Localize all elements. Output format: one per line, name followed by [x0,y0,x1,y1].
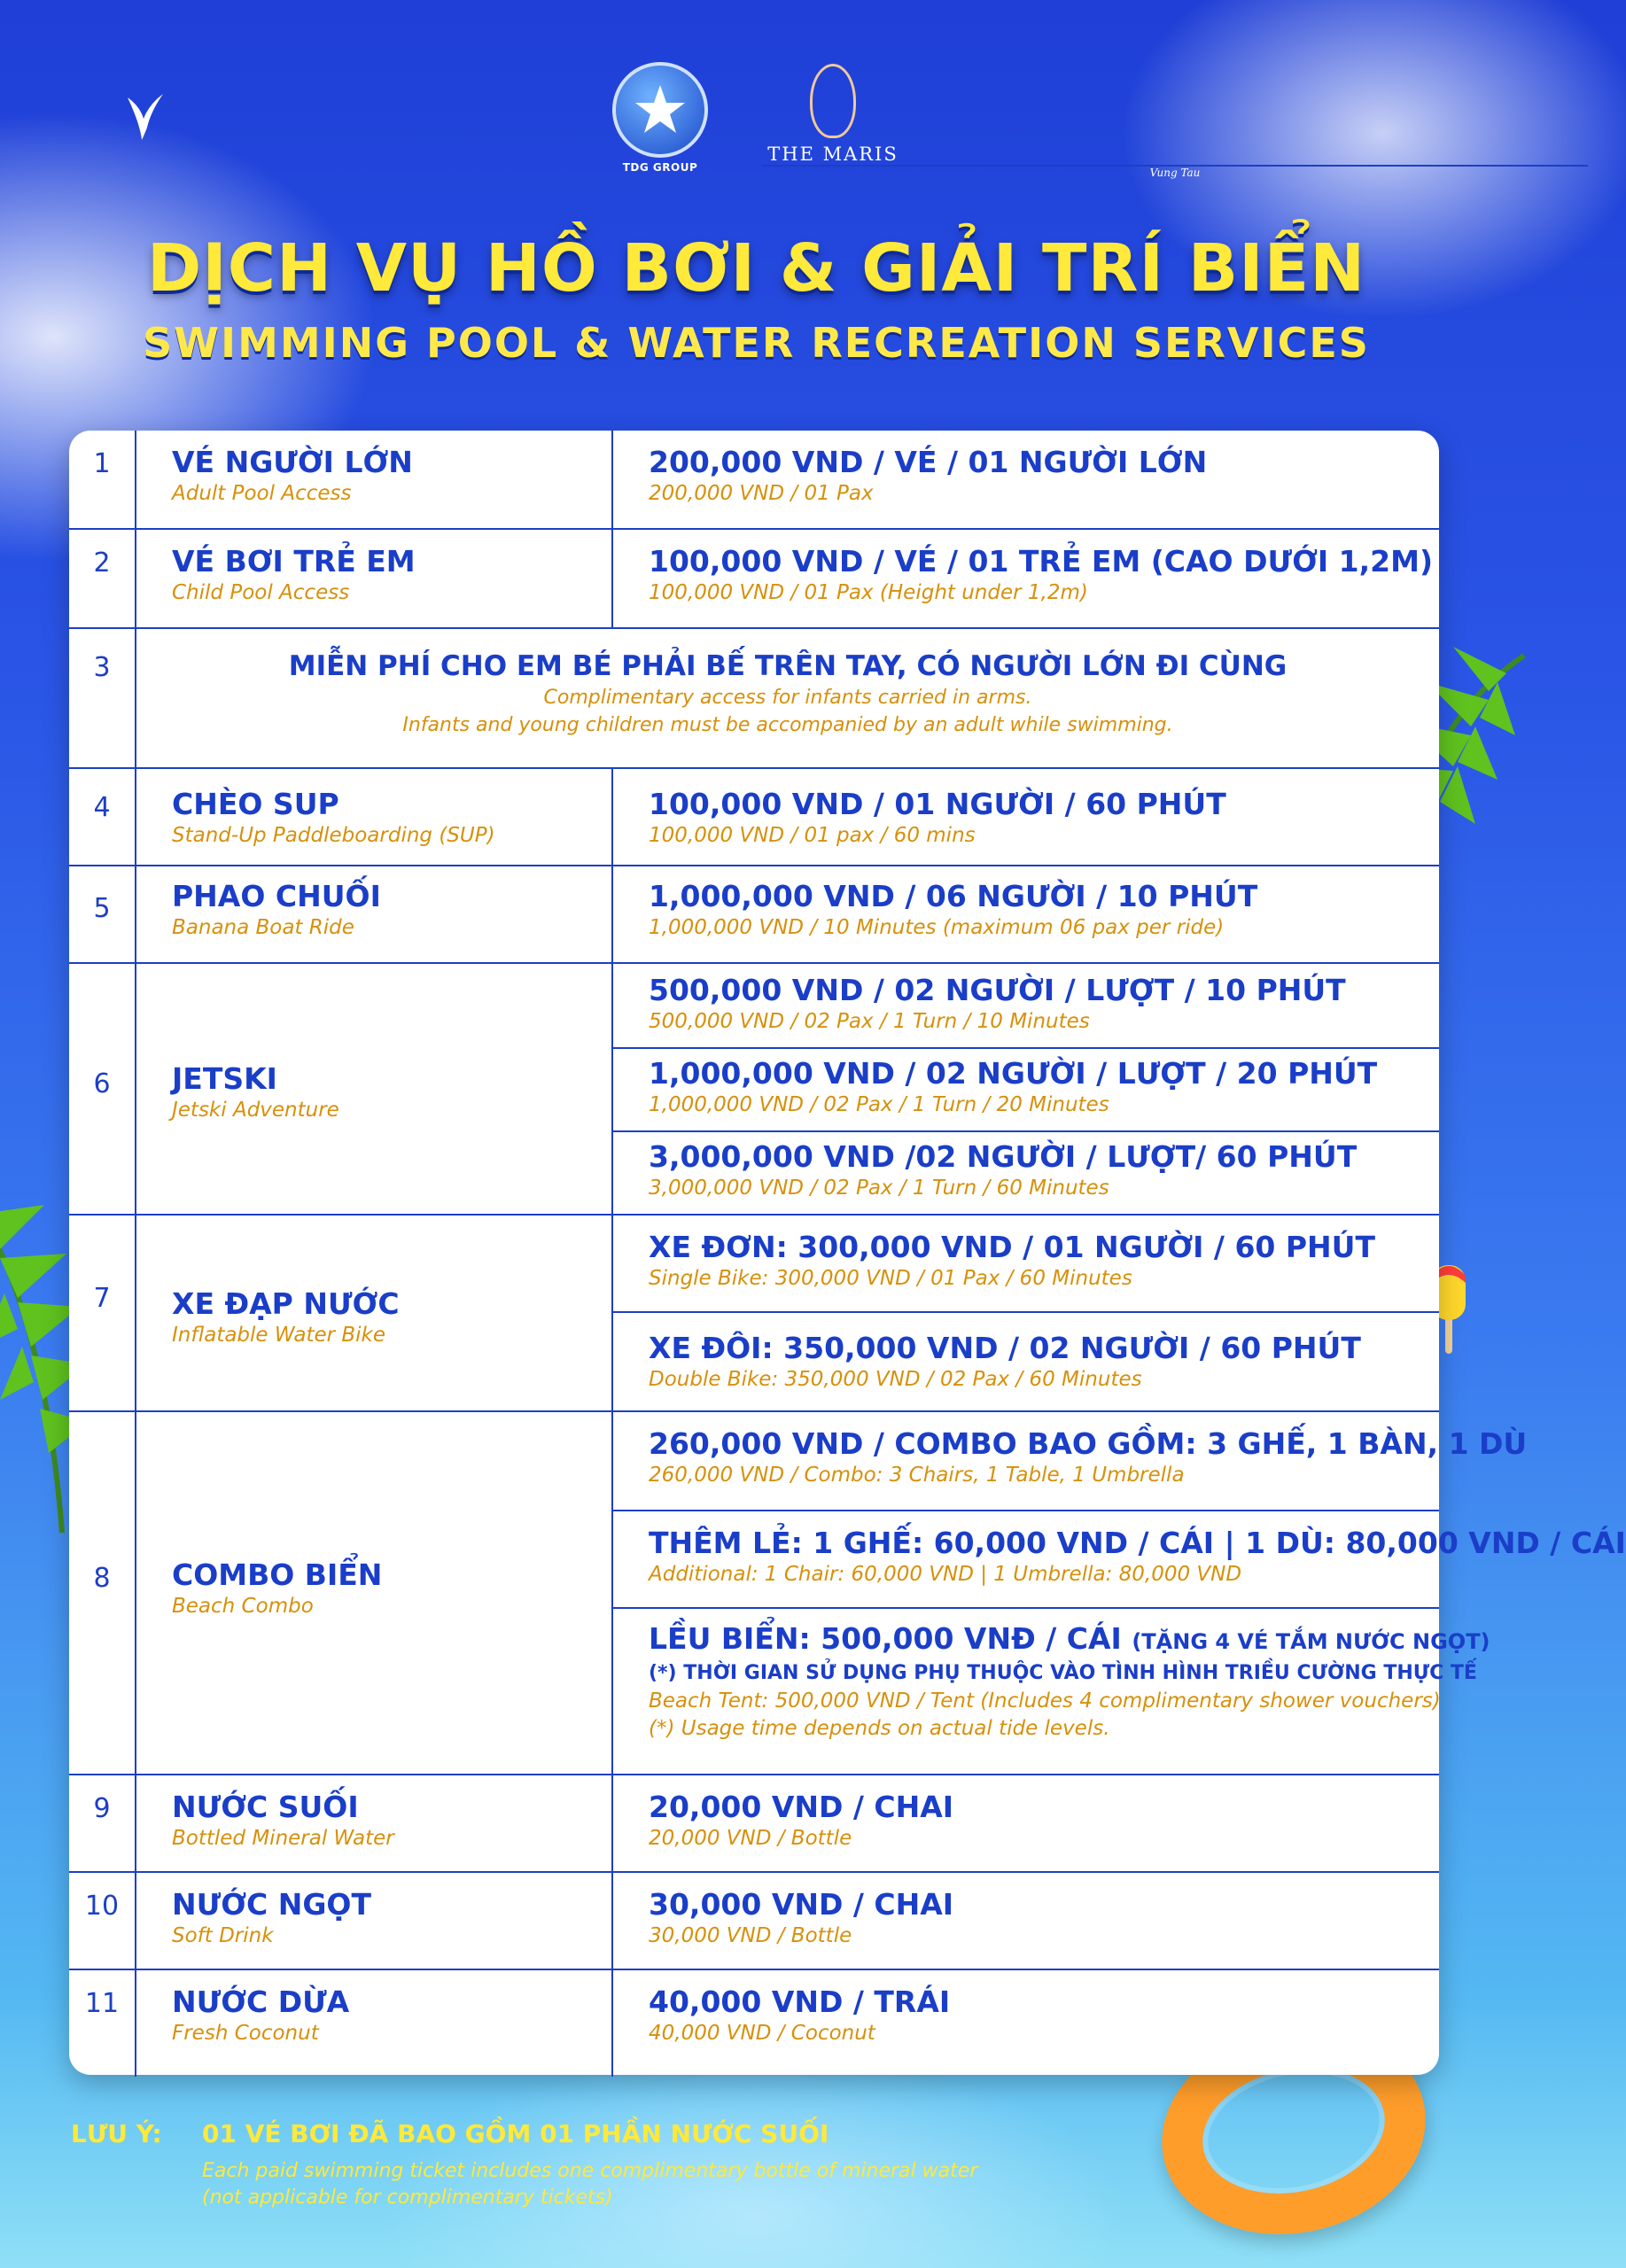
price: XE ĐƠN: 300,000 VND / 01 NGƯỜI / 60 PHÚT [649,1230,1375,1264]
price: 30,000 VND / CHAI [649,1887,954,1922]
price-en: Additional: 1 Chair: 60,000 VND | 1 Umbrella: 80,000 VND [649,1563,1242,1586]
table-row [69,1774,1439,1873]
price: 20,000 VND / CHAI [649,1790,954,1824]
note-en-line-1: Complimentary access for infants carried in arms. [543,687,1032,709]
table-row [69,431,1439,528]
row-number: 8 [93,1563,111,1594]
maris-name: THE MARIS [767,144,899,165]
row-number: 11 [84,1988,120,2019]
note-en-line-2: Infants and young children must be accompanied by an adult while swimming. [402,714,1173,736]
service-name-en: Soft Drink [172,1924,274,1947]
service-name: NƯỚC SUỐI [172,1790,359,1824]
row-number: 6 [93,1068,111,1099]
service-name-en: Adult Pool Access [172,482,352,505]
note-en [202,2158,977,2211]
price-option [613,1311,1439,1414]
service-name: COMBO BIỂN [172,1557,383,1592]
price-option [613,1510,1626,1609]
table-row [69,1410,1626,1775]
row-number: 3 [93,652,111,683]
service-name-en: Stand-Up Paddleboarding (SUP) [172,824,495,847]
price-en: 200,000 VND / 01 Pax [649,482,874,505]
price-option [613,1047,1439,1132]
row-number: 9 [93,1793,111,1824]
table-row [69,528,1439,629]
price-en: 100,000 VND / 01 Pax (Height under 1,2m) [649,581,1088,604]
note-label: LƯU Ý: [71,2119,162,2148]
star-icon [612,62,708,158]
price-en: Single Bike: 300,000 VND / 01 Pax / 60 Minutes [649,1267,1132,1290]
service-name: NƯỚC DỪA [172,1984,350,2019]
price-en: 1,000,000 VND / 02 Pax / 1 Turn / 20 Minutes [649,1093,1109,1116]
table-row [69,1871,1439,1970]
price-en: Double Bike: 350,000 VND / 02 Pax / 60 Minutes [649,1368,1142,1391]
table-row [69,767,1439,866]
row-number: 2 [93,548,111,579]
price-option [613,964,1439,1047]
note-en-line-1: Each paid swimming ticket includes one complimentary bottle of mineral water [202,2160,978,2182]
price: XE ĐÔI: 350,000 VND / 02 NGƯỜI / 60 PHÚT [649,1331,1361,1365]
tdg-group-logo [611,62,709,174]
price-en: 3,000,000 VND / 02 Pax / 1 Turn / 60 Minutes [649,1177,1109,1200]
page-title-en: SWIMMING POOL & WATER RECREATION SERVICES [143,319,1370,367]
service-name: JETSKI [172,1061,277,1096]
note-en-line-2: (not applicable for complimentary tickets) [202,2186,613,2209]
price-option [613,1130,1439,1217]
service-name: NƯỚC NGỌT [172,1887,371,1922]
price: 260,000 VND / COMBO BAO GỒM: 3 GHẾ, 1 BÀN, 1 DÙ [649,1426,1528,1461]
service-name-en: Child Pool Access [172,581,350,604]
note-main: 01 VÉ BƠI ĐÃ BAO GỒM 01 PHẦN NƯỚC SUỐI [202,2119,829,2148]
price-en: 1,000,000 VND / 10 Minutes (maximum 06 pax per ride) [649,916,1225,939]
price-en: 100,000 VND / 01 pax / 60 mins [649,824,976,847]
price: 100,000 VND / 01 NGƯỜI / 60 PHÚT [649,787,1226,821]
price-table [69,431,1626,2075]
the-maris-logo [762,64,1201,179]
service-name-en: Bottled Mineral Water [172,1827,394,1850]
table-row [69,627,1439,769]
price-en: 30,000 VND / Bottle [649,1924,852,1947]
service-name: XE ĐẠP NƯỚC [172,1286,400,1321]
service-name-en: Banana Boat Ride [172,916,354,939]
tent-bonus: (TẶNG 4 VÉ TẮM NƯỚC NGỌT) [1132,1629,1490,1654]
table-row [69,865,1439,964]
service-name: MIỄN PHÍ CHO EM BÉ PHẢI BẾ TRÊN TAY, CÓ NGƯỜI LỚN ĐI CÙNG [288,650,1288,682]
price-option [613,1216,1439,1311]
tent-note: (*) THỜI GIAN SỬ DỤNG PHỤ THUỘC VÀO TÌNH HÌNH TRIỀU CƯỜNG THỰC TẾ [649,1662,1477,1684]
row-number: 5 [93,893,111,924]
maris-emblem-icon [810,64,856,138]
tent-price: LỀU BIỂN: 500,000 VNĐ / CÁI [649,1621,1122,1656]
tdg-caption: TDG GROUP [622,161,698,174]
tent-note-en: (*) Usage time depends on actual tide levels. [649,1717,1110,1740]
price: 1,000,000 VND / 02 NGƯỜI / LƯỢT / 20 PHÚT [649,1056,1378,1091]
table-row [69,1969,1439,2077]
table-row [69,962,1439,1216]
service-name-en: Jetski Adventure [172,1099,339,1122]
service-name-en: Beach Combo [172,1595,314,1618]
row-number: 7 [93,1283,111,1314]
price-en: 260,000 VND / Combo: 3 Chairs, 1 Table, 1 Umbrella [649,1464,1185,1487]
maris-subtitle: Vung Tau [762,165,1588,179]
price: 200,000 VND / VÉ / 01 NGƯỜI LỚN [649,445,1208,479]
table-row [69,1214,1439,1412]
page-title-vn: DỊCH VỤ HỒ BƠI & GIẢI TRÍ BIỂN [146,230,1366,307]
row-number: 1 [93,448,111,479]
price: 40,000 VND / TRÁI [649,1984,951,2019]
service-name: CHÈO SUP [172,787,339,821]
price-option [613,1607,1490,1777]
seagull-icon [124,89,167,142]
service-name-en: Fresh Coconut [172,2022,319,2045]
price: 3,000,000 VND /02 NGƯỜI / LƯỢT/ 60 PHÚT [649,1139,1358,1174]
service-name-en: Inflatable Water Bike [172,1324,386,1347]
price-en: 500,000 VND / 02 Pax / 1 Turn / 10 Minutes [649,1010,1090,1033]
price-en: 20,000 VND / Bottle [649,1827,852,1850]
row-number: 4 [93,792,111,823]
service-name: PHAO CHUỐI [172,879,381,913]
price-en: 40,000 VND / Coconut [649,2022,875,2045]
price: THÊM LẺ: 1 GHẾ: 60,000 VND / CÁI | 1 DÙ: 80,000 VND / CÁI [649,1526,1626,1560]
row-number: 10 [84,1891,120,1922]
service-name: VÉ BƠI TRẺ EM [172,544,416,579]
price: 500,000 VND / 02 NGƯỜI / LƯỢT / 10 PHÚT [649,973,1346,1007]
tent-price-en: Beach Tent: 500,000 VND / Tent (Includes 4 complimentary shower vouchers) [649,1689,1441,1713]
service-name: VÉ NGƯỜI LỚN [172,445,413,479]
price-option [613,1412,1528,1510]
price: 1,000,000 VND / 06 NGƯỜI / 10 PHÚT [649,879,1258,913]
price: 100,000 VND / VÉ / 01 TRẺ EM (CAO DƯỚI 1,2M) [649,544,1434,579]
